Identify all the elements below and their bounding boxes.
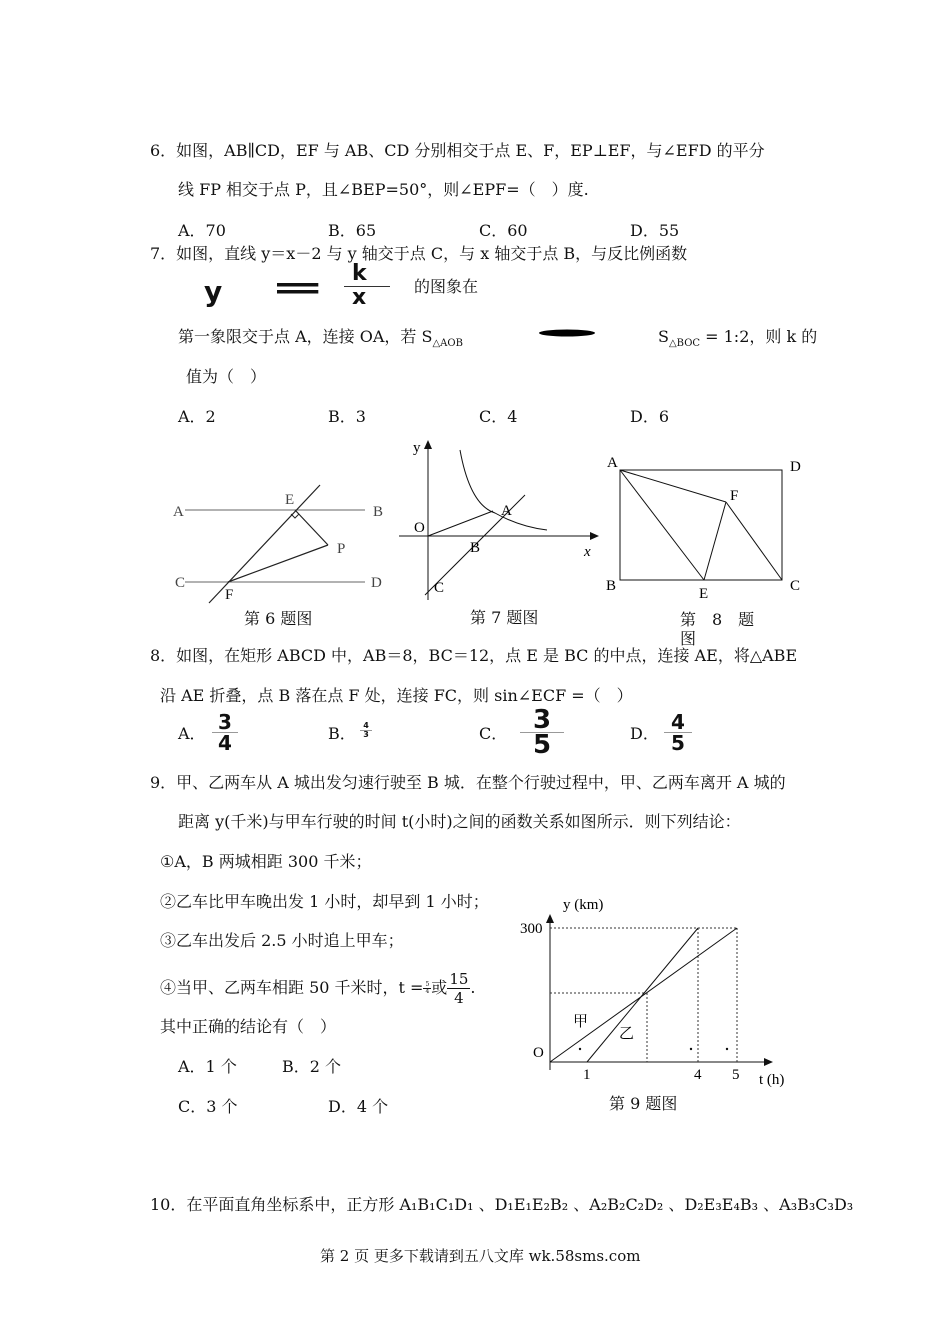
label-e: E bbox=[699, 586, 709, 600]
q6-option-b: B．65 bbox=[328, 221, 377, 240]
q7-line3-a: 第一象限交于点 A，连接 OA，若 $S_{\triangle AOB}$ bbox=[178, 327, 463, 350]
figure-6 bbox=[165, 480, 390, 610]
q9-option-a: A．1 个 bbox=[178, 1057, 237, 1076]
label-b: B bbox=[470, 540, 481, 556]
formula-y: y bbox=[204, 275, 223, 308]
segment-oa bbox=[428, 511, 493, 536]
label-t4: 4 bbox=[694, 1067, 702, 1083]
square-5: A₃B₃C₃D₃ bbox=[779, 1195, 854, 1214]
q6-line1: 6．如图，AB∥CD，EF 与 AB、CD 分别相交于点 E、F，EP⊥EF，与∠EFD 的平分 bbox=[150, 141, 765, 160]
ink-blot bbox=[538, 322, 596, 330]
figure-7 bbox=[395, 435, 605, 605]
q8-option-b: B． bbox=[328, 724, 356, 743]
label-t-axis: t (h) bbox=[759, 1072, 785, 1088]
label-x: x bbox=[584, 544, 591, 560]
formula-bar bbox=[344, 286, 390, 287]
formula-equals: = bbox=[270, 271, 326, 306]
q9-line1: 9．甲、乙两车从 A 城出发匀速行驶至 B 城．在整个行驶过程中，甲、乙两车离开 A 城的 bbox=[150, 773, 786, 792]
q8-option-d-fraction bbox=[662, 712, 694, 753]
q7-option-b: B．3 bbox=[328, 407, 366, 426]
line-ef bbox=[209, 485, 320, 603]
label-c: C bbox=[790, 578, 801, 594]
q6-option-d: D．55 bbox=[630, 221, 680, 240]
figure-9-caption: 第 9 题图 bbox=[609, 1094, 678, 1113]
figure-7-caption: 第 7 题图 bbox=[470, 608, 539, 627]
q8-c-denominator: 5 bbox=[532, 730, 552, 760]
x-axis-arrow bbox=[590, 532, 599, 540]
figure-6-caption: 第 6 题图 bbox=[244, 609, 313, 628]
q8-line1: 8．如图，在矩形 ABCD 中，AB＝8，BC＝12，点 E 是 BC 的中点，连接 AE，将△ABE bbox=[150, 646, 798, 665]
label-b: B bbox=[373, 504, 384, 520]
right-angle-mark bbox=[291, 514, 299, 518]
q8-a-numerator: 3 bbox=[218, 710, 232, 734]
q8-a-denominator: 4 bbox=[218, 731, 232, 755]
q7-line2-tail: 的图象在 bbox=[414, 277, 479, 296]
figure-8 bbox=[600, 450, 810, 600]
label-a: A bbox=[607, 455, 618, 471]
line-fp bbox=[228, 545, 328, 582]
q9-option-b: B．2 个 bbox=[282, 1057, 342, 1076]
q9-line2: 距离 y(千米)与甲车行驶的时间 t(小时)之间的函数关系如图所示．则下列结论： bbox=[178, 812, 741, 831]
label-f: F bbox=[730, 488, 739, 504]
q9-conclusion-3: ③乙车出发后 2.5 小时追上甲车； bbox=[160, 931, 404, 950]
q8-d-numerator: 4 bbox=[671, 710, 685, 734]
page-footer: 第 2 页 更多下载请到五八文库 wk.58sms.com bbox=[320, 1247, 641, 1265]
t-axis-arrow bbox=[764, 1058, 773, 1066]
line-yi bbox=[587, 928, 698, 1062]
q7-option-a: A．2 bbox=[178, 407, 216, 426]
segment-fc bbox=[726, 502, 782, 580]
segment-af bbox=[620, 470, 726, 502]
q10-line1: 10．在平面直角坐标系中，正方形 A₁B₁C₁D₁ 、D₁E₁E₂B₂ 、A₂B₂C₂D₂ 、D₂E₃E₄B₃ 、A₃B₃C₃D₃ bbox=[150, 1195, 854, 1214]
label-a: A bbox=[501, 503, 512, 519]
q8-option-a-fraction bbox=[210, 712, 240, 753]
line-jia bbox=[550, 928, 737, 1062]
figure-8-caption-1: 第 8 题 bbox=[680, 610, 755, 629]
square-3: A₂B₂C₂D₂ bbox=[589, 1195, 664, 1214]
small-fraction: $\frac{5}{4}$ bbox=[425, 981, 430, 995]
q8-option-a: A． bbox=[178, 724, 206, 743]
q9-conclusion-1: ①A，B 两城相距 300 千米； bbox=[160, 852, 372, 871]
q6-option-c: C．60 bbox=[479, 221, 528, 240]
q6-line2: 线 FP 相交于点 P，且∠BEP=50°，则∠EPF=（ ）度. bbox=[178, 180, 589, 199]
line-ep bbox=[295, 510, 328, 545]
label-c: C bbox=[434, 580, 445, 596]
label-jia: 甲 bbox=[573, 1014, 589, 1030]
formula-numerator: k bbox=[352, 261, 367, 286]
label-o: O bbox=[414, 520, 425, 536]
q9-conclusion-2: ②乙车比甲车晚出发 1 小时，却早到 1 小时； bbox=[160, 892, 489, 911]
q7-line1: 7．如图，直线 y＝x－2 与 y 轴交于点 C，与 x 轴交于点 B，与反比例函数 bbox=[150, 244, 688, 263]
q8-option-b-fraction bbox=[360, 722, 372, 739]
q8-b-numerator: 4 bbox=[363, 721, 369, 730]
fraction-15-4: $\frac{15}{4}$ bbox=[449, 970, 469, 1007]
formula-denominator: x bbox=[352, 285, 367, 310]
q7-option-c: C．4 bbox=[479, 407, 518, 426]
q7-line3-b: $S_{\triangle BOC}$ = 1:2，则 k 的 bbox=[658, 327, 818, 350]
square-1: A₁B₁C₁D₁ bbox=[399, 1195, 474, 1214]
rect-abcd bbox=[620, 470, 782, 580]
label-f: F bbox=[225, 587, 234, 603]
y-axis-arrow bbox=[546, 914, 554, 923]
label-t1: 1 bbox=[583, 1067, 591, 1083]
label-d: D bbox=[790, 459, 801, 475]
segment-ae bbox=[620, 470, 704, 580]
q9-question: 其中正确的结论有（ ） bbox=[160, 1017, 337, 1036]
label-b: B bbox=[606, 578, 617, 594]
q6-option-a: A．70 bbox=[178, 221, 226, 240]
label-o: O bbox=[533, 1045, 544, 1061]
q8-d-denominator: 5 bbox=[671, 731, 685, 755]
segment-fe bbox=[704, 502, 726, 580]
label-a: A bbox=[173, 504, 184, 520]
q8-b-denominator: 3 bbox=[363, 730, 369, 739]
q8-option-c: C． bbox=[479, 724, 508, 743]
q8-line2: 沿 AE 折叠，点 B 落在点 F 处，连接 FC，则 sin∠ECF =（ ） bbox=[160, 686, 633, 705]
q8-option-d: D． bbox=[630, 724, 659, 743]
label-d: D bbox=[371, 575, 382, 591]
figure-9 bbox=[515, 890, 800, 1095]
label-c: C bbox=[175, 575, 186, 591]
label-t5: 5 bbox=[732, 1067, 740, 1083]
q9-option-c: C．3 个 bbox=[178, 1097, 238, 1116]
q8-c-numerator: 3 bbox=[532, 705, 552, 735]
label-y: y bbox=[413, 440, 421, 456]
label-yi: 乙 bbox=[619, 1026, 635, 1042]
square-2: D₁E₁E₂B₂ bbox=[494, 1195, 569, 1214]
q7-line4: 值为（ ） bbox=[186, 367, 267, 386]
q7-formula bbox=[200, 261, 410, 310]
label-y-axis: y (km) bbox=[563, 897, 604, 913]
q9-conclusion-4: ④当甲、乙两车相距 50 千米时，t = $\frac{5}{4}$ 或 $\frac{15}{4}$ . bbox=[160, 970, 476, 1007]
q7-option-d: D．6 bbox=[630, 407, 670, 426]
square-4: D₂E₃E₄B₃ bbox=[684, 1195, 759, 1214]
label-e: E bbox=[285, 492, 295, 508]
label-300: 300 bbox=[520, 921, 543, 937]
q9-option-d: D．4 个 bbox=[328, 1097, 389, 1116]
q8-option-c-fraction bbox=[518, 705, 566, 760]
y-axis-arrow bbox=[424, 440, 432, 449]
figure-8-caption-2: 图 bbox=[680, 629, 697, 648]
label-p: P bbox=[337, 541, 346, 557]
